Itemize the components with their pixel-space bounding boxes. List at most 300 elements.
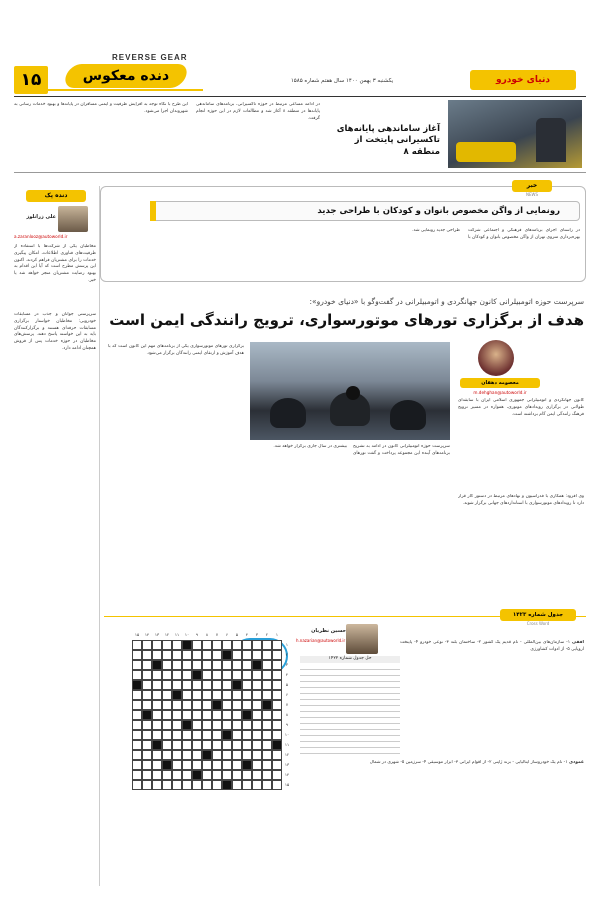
crossword-cell[interactable] bbox=[132, 670, 142, 680]
crossword-cell[interactable] bbox=[242, 710, 252, 720]
news-body: در راستای اجرای برنامه‌های فرهنگی و اجتماعی شرکت بهره‌برداری متروی تهران از واگن مخصوص بانوان و کودکان با طراحی جدید رونمایی شد. bbox=[412, 228, 580, 240]
crossword-cell[interactable] bbox=[242, 680, 252, 690]
crossword-cell[interactable] bbox=[252, 720, 262, 730]
crossword-cell[interactable] bbox=[202, 640, 212, 650]
crossword-cell[interactable] bbox=[202, 780, 212, 790]
crossword-cell[interactable] bbox=[182, 780, 192, 790]
crossword-cell[interactable] bbox=[252, 710, 262, 720]
crossword-cell[interactable] bbox=[252, 740, 262, 750]
author-photo bbox=[478, 340, 514, 376]
crossword-cell[interactable] bbox=[172, 760, 182, 770]
crossword-author: حسین نظریان bbox=[311, 628, 346, 634]
crossword-cell[interactable] bbox=[172, 670, 182, 680]
crossword-cell[interactable] bbox=[152, 700, 162, 710]
crossword-cell[interactable] bbox=[222, 730, 232, 740]
crossword-cell[interactable] bbox=[232, 680, 242, 690]
crossword-row-number: ۶ bbox=[285, 692, 289, 697]
clues-h-title: افقی bbox=[572, 640, 584, 645]
crossword-cell[interactable] bbox=[162, 640, 172, 650]
crossword-cell[interactable] bbox=[212, 690, 222, 700]
crossword-cell[interactable] bbox=[132, 730, 142, 740]
crossword-cell[interactable] bbox=[222, 770, 232, 780]
crossword-cell[interactable] bbox=[232, 700, 242, 710]
crossword-cell[interactable] bbox=[172, 660, 182, 670]
crossword-cell[interactable] bbox=[242, 720, 252, 730]
crossword-cell[interactable] bbox=[242, 760, 252, 770]
crossword-cell[interactable] bbox=[262, 640, 272, 650]
crossword-cell[interactable] bbox=[152, 730, 162, 740]
author-email: m.dehghan@autoworld.ir bbox=[473, 390, 527, 395]
crossword-cell[interactable] bbox=[132, 740, 142, 750]
columnist-name: علی زرانلوز bbox=[26, 214, 56, 220]
crossword-cell[interactable] bbox=[212, 740, 222, 750]
crossword-cell[interactable] bbox=[252, 660, 262, 670]
columnist-email: a.zaranlooz@autoworld.ir bbox=[14, 234, 68, 239]
crossword-cell[interactable] bbox=[272, 690, 282, 700]
crossword-cell[interactable] bbox=[162, 730, 172, 740]
crossword-cell[interactable] bbox=[212, 730, 222, 740]
crossword-cell[interactable] bbox=[262, 690, 272, 700]
date-line: یکشنبه ۳ بهمن ۱۴۰۰ سال هفتم شماره ۱۵۸۵ bbox=[290, 78, 394, 84]
crossword-cell[interactable] bbox=[192, 670, 202, 680]
page-number: ۱۵ bbox=[14, 66, 48, 94]
crossword-cell[interactable] bbox=[162, 770, 172, 780]
crossword-cell[interactable] bbox=[152, 640, 162, 650]
crossword-cell[interactable] bbox=[252, 640, 262, 650]
crossword-cell[interactable] bbox=[172, 640, 182, 650]
crossword-cell[interactable] bbox=[142, 680, 152, 690]
crossword-cell[interactable] bbox=[272, 730, 282, 740]
crossword-cell[interactable] bbox=[262, 680, 272, 690]
crossword-cell[interactable] bbox=[142, 660, 152, 670]
feature-body-4: وی افزود: همکاری با فدراسیون و نهادهای مرتبط در دستور کار قرار دارد تا رویدادهای موتورسواری با استانداردهای جهانی برگزار شوند. bbox=[458, 494, 584, 506]
crossword-col-number: ۸ bbox=[205, 632, 209, 637]
crossword-cell[interactable] bbox=[272, 750, 282, 760]
crossword-cell[interactable] bbox=[172, 720, 182, 730]
crossword-label-en: Cross Word bbox=[526, 621, 550, 626]
crossword-cell[interactable] bbox=[162, 750, 172, 760]
crossword-cell[interactable] bbox=[182, 690, 192, 700]
crossword-cell[interactable] bbox=[142, 770, 152, 780]
crossword-cell[interactable] bbox=[262, 660, 272, 670]
top-story-body-left: این طرح با نگاه توجه به افزایش ظرفیت و ایمنی مسافران در پایانه‌ها و بهبود خدمات رسانی به شهروندان اجرا می‌شود. bbox=[14, 102, 188, 114]
crossword-cell[interactable] bbox=[132, 710, 142, 720]
crossword-cell[interactable] bbox=[132, 760, 142, 770]
crossword-cell[interactable] bbox=[172, 780, 182, 790]
crossword-cell[interactable] bbox=[252, 670, 262, 680]
crossword-cell[interactable] bbox=[232, 660, 242, 670]
crossword-cell[interactable] bbox=[142, 700, 152, 710]
crossword-cell[interactable] bbox=[272, 780, 282, 790]
crossword-cell[interactable] bbox=[242, 770, 252, 780]
news-tag-en: NEWS bbox=[525, 192, 538, 197]
crossword-cell[interactable] bbox=[162, 670, 172, 680]
crossword-cell[interactable] bbox=[212, 720, 222, 730]
crossword-cell[interactable] bbox=[262, 710, 272, 720]
crossword-cell[interactable] bbox=[172, 740, 182, 750]
crossword-cell[interactable] bbox=[172, 770, 182, 780]
crossword-cell[interactable] bbox=[182, 740, 192, 750]
crossword-cell[interactable] bbox=[222, 780, 232, 790]
crossword-cell[interactable] bbox=[212, 750, 222, 760]
crossword-cell[interactable] bbox=[222, 670, 232, 680]
crossword-cell[interactable] bbox=[262, 780, 272, 790]
crossword-cell[interactable] bbox=[212, 660, 222, 670]
crossword-cell[interactable] bbox=[212, 710, 222, 720]
crossword-col-number: ۱۱ bbox=[174, 632, 180, 637]
crossword-cell[interactable] bbox=[152, 760, 162, 770]
crossword-cell[interactable] bbox=[222, 720, 232, 730]
crossword-cell[interactable] bbox=[232, 780, 242, 790]
crossword-cell[interactable] bbox=[252, 700, 262, 710]
crossword-cell[interactable] bbox=[252, 770, 262, 780]
crossword-cell[interactable] bbox=[192, 700, 202, 710]
newspaper-logo: دنیای خودرو bbox=[470, 70, 576, 90]
crossword-cell[interactable] bbox=[242, 670, 252, 680]
feature-body-4b bbox=[108, 494, 450, 610]
crossword-cell[interactable] bbox=[192, 690, 202, 700]
crossword-cell[interactable] bbox=[152, 670, 162, 680]
crossword-cell[interactable] bbox=[152, 740, 162, 750]
crossword-cell[interactable] bbox=[152, 750, 162, 760]
crossword-cell[interactable] bbox=[202, 690, 212, 700]
clues-vertical bbox=[300, 760, 584, 880]
crossword-cell[interactable] bbox=[142, 720, 152, 730]
crossword-col-number: ۲ bbox=[265, 632, 269, 637]
crossword-cell[interactable] bbox=[252, 780, 262, 790]
crossword-row-number: ۵ bbox=[285, 682, 289, 687]
crossword-cell[interactable] bbox=[142, 750, 152, 760]
news-title: رونمایی از واگن مخصوص بانوان و کودکان با طراحی جدید bbox=[317, 206, 560, 216]
crossword-cell[interactable] bbox=[232, 710, 242, 720]
crossword-row-number: ۱۰ bbox=[284, 732, 290, 737]
crossword-cell[interactable] bbox=[252, 690, 262, 700]
author-name: معصومه دهقان bbox=[460, 378, 540, 388]
feature-headline: هدف از برگزاری تورهای موتورسواری، ترویج رانندگی ایمن است bbox=[109, 311, 584, 329]
crossword-cell[interactable] bbox=[222, 690, 232, 700]
crossword-row-number: ۴ bbox=[285, 672, 289, 677]
crossword-cell[interactable] bbox=[272, 650, 282, 660]
crossword-cell[interactable] bbox=[162, 760, 172, 770]
crossword-cell[interactable] bbox=[182, 640, 192, 650]
taxi-photo bbox=[448, 100, 582, 168]
crossword-cell[interactable] bbox=[222, 650, 232, 660]
section-badge: دنده معکوس bbox=[62, 64, 190, 88]
crossword-cell[interactable] bbox=[212, 640, 222, 650]
left-column-body: سرپرستی جوانان و جذب در مسابقات خودرویی: مخاطبان خواستار برگزاری مسابقات حرفه‌ای هستند و برگزارکنندگان باید به این خواسته پاسخ دهند. پرسش‌های مخاطبان در حوزه خدمات پس از فروش همچنان ادامه دارد. bbox=[14, 312, 96, 352]
crossword-cell[interactable] bbox=[242, 740, 252, 750]
crossword-cell[interactable] bbox=[192, 730, 202, 740]
crossword-cell[interactable] bbox=[232, 650, 242, 660]
crossword-cell[interactable] bbox=[162, 780, 172, 790]
crossword-cell[interactable] bbox=[142, 780, 152, 790]
crossword-cell[interactable] bbox=[152, 660, 162, 670]
crossword-cell[interactable] bbox=[222, 660, 232, 670]
crossword-cell[interactable] bbox=[142, 740, 152, 750]
crossword-cell[interactable] bbox=[252, 680, 262, 690]
crossword-cell[interactable] bbox=[272, 760, 282, 770]
column-separator bbox=[99, 186, 100, 886]
crossword-cell[interactable] bbox=[262, 750, 272, 760]
crossword-cell[interactable] bbox=[262, 720, 272, 730]
crossword-cell[interactable] bbox=[152, 710, 162, 720]
crossword-cell[interactable] bbox=[162, 680, 172, 690]
solution-label: حل جدول شماره ۱۴۲۲ bbox=[300, 656, 400, 663]
crossword-cell[interactable] bbox=[132, 780, 142, 790]
crossword-cell[interactable] bbox=[272, 640, 282, 650]
crossword-cell[interactable] bbox=[232, 760, 242, 770]
crossword-col-number: ۱۵ bbox=[134, 632, 140, 637]
crossword-cell[interactable] bbox=[202, 700, 212, 710]
crossword-row-number: ۳ bbox=[285, 662, 289, 667]
crossword-cell[interactable] bbox=[212, 680, 222, 690]
crossword-cell[interactable] bbox=[192, 680, 202, 690]
clues-h-text: ۱- سازمان‌های بین‌المللی - نام قدیم یک کشور ۲- ساختمان بلند ۳- نوعی خودرو ۴- پایتخت اروپایی ۵- از ادوات کشاورزی bbox=[400, 640, 584, 652]
crossword-row-number: ۱۱ bbox=[284, 742, 290, 747]
crossword-cell[interactable] bbox=[152, 780, 162, 790]
news-tag: خبر bbox=[512, 180, 552, 192]
divider bbox=[14, 172, 586, 173]
crossword-col-number: ۹ bbox=[195, 632, 199, 637]
crossword-author-email: h.nazarian@autoworld.ir bbox=[296, 638, 346, 643]
crossword-cell[interactable] bbox=[142, 640, 152, 650]
crossword-cell[interactable] bbox=[202, 680, 212, 690]
crossword-cell[interactable] bbox=[132, 720, 142, 730]
crossword-cell[interactable] bbox=[152, 680, 162, 690]
crossword-cell[interactable] bbox=[132, 640, 142, 650]
feature-body-1: کانون جهانگردی و اتومبیلرانی جمهوری اسلامی ایران با سابقه‌ای طولانی در برگزاری رویدادهای موتوری، همواره در مسیر ترویج فرهنگ رانندگی ایمن گام برداشته است. bbox=[458, 398, 584, 417]
feature-body-3: سرپرست حوزه اتومبیلرانی کانون در ادامه به تشریح برنامه‌های آینده این مجموعه پرداخت و گفت تورهای بیشتری در سال جاری برگزار خواهد شد. bbox=[273, 444, 450, 456]
clues-horizontal bbox=[400, 640, 584, 726]
crossword-col-number: ۷ bbox=[215, 632, 219, 637]
crossword-cell[interactable] bbox=[232, 640, 242, 650]
crossword-cell[interactable] bbox=[212, 770, 222, 780]
crossword-cell[interactable] bbox=[202, 730, 212, 740]
crossword-cell[interactable] bbox=[222, 750, 232, 760]
crossword-cell[interactable] bbox=[132, 690, 142, 700]
crossword-cell[interactable] bbox=[242, 690, 252, 700]
crossword-cell[interactable] bbox=[132, 680, 142, 690]
crossword-col-number: ۱۲ bbox=[164, 632, 170, 637]
crossword-cell[interactable] bbox=[272, 720, 282, 730]
crossword-cell[interactable] bbox=[132, 750, 142, 760]
crossword-row-number: ۱ bbox=[285, 642, 289, 647]
crossword-cell[interactable] bbox=[132, 650, 142, 660]
crossword-cell[interactable] bbox=[192, 750, 202, 760]
clues-v-text: ۱- نام یک خودروساز ایتالیایی - برند ژاپنی ۲- از اقوام ایرانی ۳- ابزار موسیقی ۴- سرزمین ۵- شهری در شمال bbox=[369, 760, 568, 765]
crossword-cell[interactable] bbox=[232, 750, 242, 760]
crossword-cell[interactable] bbox=[222, 740, 232, 750]
crossword-cell[interactable] bbox=[262, 760, 272, 770]
crossword-cell[interactable] bbox=[202, 660, 212, 670]
crossword-cell[interactable] bbox=[172, 730, 182, 740]
crossword-row-number: ۱۵ bbox=[284, 782, 290, 787]
crossword-cell[interactable] bbox=[202, 710, 212, 720]
crossword-cell[interactable] bbox=[172, 750, 182, 760]
crossword-label: جدول شماره ۱۴۲۳ bbox=[500, 609, 576, 621]
crossword-cell[interactable] bbox=[172, 680, 182, 690]
crossword-cell[interactable] bbox=[182, 770, 192, 780]
crossword-cell[interactable] bbox=[232, 730, 242, 740]
crossword-cell[interactable] bbox=[172, 710, 182, 720]
crossword-cell[interactable] bbox=[142, 710, 152, 720]
crossword-cell[interactable] bbox=[262, 730, 272, 740]
crossword-cell[interactable] bbox=[232, 740, 242, 750]
crossword-cell[interactable] bbox=[192, 780, 202, 790]
crossword-col-number: ۵ bbox=[235, 632, 239, 637]
crossword-cell[interactable] bbox=[182, 720, 192, 730]
crossword-cell[interactable] bbox=[192, 740, 202, 750]
solution-grid bbox=[300, 664, 400, 754]
crossword-cell[interactable] bbox=[272, 700, 282, 710]
crossword-cell[interactable] bbox=[182, 670, 192, 680]
crossword-cell[interactable] bbox=[192, 650, 202, 660]
crossword-row-number: ۱۲ bbox=[284, 752, 290, 757]
crossword-cell[interactable] bbox=[182, 750, 192, 760]
clues-v-title: عمودی bbox=[569, 760, 584, 765]
crossword-cell[interactable] bbox=[252, 750, 262, 760]
feature-body-2: برگزاری تورهای موتورسواری یکی از برنامه‌های مهم این کانون است که با هدف آموزش و ارتقای ایمنی رانندگان برگزار می‌شود. bbox=[108, 344, 244, 356]
crossword-cell[interactable] bbox=[252, 650, 262, 660]
crossword-cell[interactable] bbox=[242, 730, 252, 740]
crossword-col-number: ۶ bbox=[225, 632, 229, 637]
crossword-cell[interactable] bbox=[242, 650, 252, 660]
crossword-cell[interactable] bbox=[242, 640, 252, 650]
crossword-cell[interactable] bbox=[272, 680, 282, 690]
crossword-cell[interactable] bbox=[232, 690, 242, 700]
crossword-cell[interactable] bbox=[202, 770, 212, 780]
crossword-cell[interactable] bbox=[262, 650, 272, 660]
crossword-cell[interactable] bbox=[162, 650, 172, 660]
crossword-cell[interactable] bbox=[182, 650, 192, 660]
crossword-cell[interactable] bbox=[222, 760, 232, 770]
crossword-cell[interactable] bbox=[222, 640, 232, 650]
crossword-col-number: ۱۳ bbox=[154, 632, 160, 637]
news-accent bbox=[150, 201, 156, 221]
crossword-cell[interactable] bbox=[182, 710, 192, 720]
crossword-cell[interactable] bbox=[152, 720, 162, 730]
crossword-cell[interactable] bbox=[272, 770, 282, 780]
crossword-cell[interactable] bbox=[192, 660, 202, 670]
crossword-cell[interactable] bbox=[162, 720, 172, 730]
crossword-cell[interactable] bbox=[242, 750, 252, 760]
crossword-cell[interactable] bbox=[172, 650, 182, 660]
crossword-cell[interactable] bbox=[272, 670, 282, 680]
crossword-cell[interactable] bbox=[222, 700, 232, 710]
crossword-cell[interactable] bbox=[162, 660, 172, 670]
columnist-body: مخاطبان یکی از شرکت‌ها با استفاده از ظرفیت‌های فناوری اطلاعات، امکان پیگیری خدمات را برای مشتریان فراهم کردند. اکنون این پرسش مطرح است که آیا این اقدام به بهبود رضایت مشتریان منجر خواهد شد یا خیر. bbox=[14, 244, 96, 284]
crossword-cell[interactable] bbox=[172, 700, 182, 710]
crossword-cell[interactable] bbox=[202, 760, 212, 770]
crossword-col-number: ۱۰ bbox=[184, 632, 190, 637]
crossword-row-number: ۷ bbox=[285, 702, 289, 707]
crossword-cell[interactable] bbox=[202, 670, 212, 680]
crossword-cell[interactable] bbox=[192, 770, 202, 780]
header-divider bbox=[14, 96, 586, 97]
crossword-cell[interactable] bbox=[132, 770, 142, 780]
crossword-cell[interactable] bbox=[192, 760, 202, 770]
crossword-cell[interactable] bbox=[262, 770, 272, 780]
crossword-cell[interactable] bbox=[172, 690, 182, 700]
crossword-cell[interactable] bbox=[252, 730, 262, 740]
crossword-cell[interactable] bbox=[142, 650, 152, 660]
crossword-col-number: ۱ bbox=[275, 632, 279, 637]
crossword-cell[interactable] bbox=[132, 660, 142, 670]
columnist-section: دنده پک bbox=[26, 190, 86, 202]
crossword-col-number: ۳ bbox=[255, 632, 259, 637]
crossword-cell[interactable] bbox=[232, 720, 242, 730]
crossword-cell[interactable] bbox=[212, 700, 222, 710]
crossword-cell[interactable] bbox=[222, 680, 232, 690]
crossword-cell[interactable] bbox=[152, 650, 162, 660]
crossword-cell[interactable] bbox=[182, 730, 192, 740]
crossword-cell[interactable] bbox=[152, 770, 162, 780]
crossword-cell[interactable] bbox=[202, 750, 212, 760]
crossword-cell[interactable] bbox=[262, 740, 272, 750]
crossword-cell[interactable] bbox=[162, 740, 172, 750]
crossword-row-number: ۱۳ bbox=[284, 762, 290, 767]
crossword-cell[interactable] bbox=[192, 640, 202, 650]
crossword-cell[interactable] bbox=[242, 700, 252, 710]
crossword-cell[interactable] bbox=[202, 720, 212, 730]
feature-kicker: سرپرست حوزه اتومبیلرانی کانون جهانگردی و اتومبیلرانی در گفت‌وگو با «دنیای خودرو»: bbox=[309, 297, 584, 306]
crossword-col-number: ۱۴ bbox=[144, 632, 150, 637]
crossword-cell[interactable] bbox=[152, 690, 162, 700]
header-rule bbox=[48, 89, 203, 91]
crossword-cell[interactable] bbox=[212, 650, 222, 660]
crossword-cell[interactable] bbox=[182, 680, 192, 690]
crossword-cell[interactable] bbox=[252, 760, 262, 770]
crossword-cell[interactable] bbox=[162, 710, 172, 720]
crossword-cell[interactable] bbox=[212, 780, 222, 790]
crossword-cell[interactable] bbox=[132, 700, 142, 710]
motorcycle-photo bbox=[250, 342, 450, 440]
crossword-cell[interactable] bbox=[142, 730, 152, 740]
crossword-cell[interactable] bbox=[222, 710, 232, 720]
crossword-cell[interactable] bbox=[242, 660, 252, 670]
crossword-cell[interactable] bbox=[142, 690, 152, 700]
crossword-cell[interactable] bbox=[162, 700, 172, 710]
crossword-cell[interactable] bbox=[162, 690, 172, 700]
crossword-cell[interactable] bbox=[232, 670, 242, 680]
crossword-cell[interactable] bbox=[142, 670, 152, 680]
crossword-cell[interactable] bbox=[202, 650, 212, 660]
crossword-row-number: ۱۴ bbox=[284, 772, 290, 777]
top-story-title: آغاز ساماندهی پایانه‌های تاکسیرانی پایتخت از منطقه ۸ bbox=[336, 124, 440, 157]
crossword-cell[interactable] bbox=[272, 740, 282, 750]
crossword-cell[interactable] bbox=[182, 760, 192, 770]
crossword-cell[interactable] bbox=[202, 740, 212, 750]
crossword-row-number: ۹ bbox=[285, 722, 289, 727]
crossword-cell[interactable] bbox=[272, 660, 282, 670]
crossword-cell[interactable] bbox=[272, 710, 282, 720]
crossword-cell[interactable] bbox=[242, 780, 252, 790]
crossword-cell[interactable] bbox=[262, 700, 272, 710]
crossword-cell[interactable] bbox=[142, 760, 152, 770]
crossword-cell[interactable] bbox=[182, 660, 192, 670]
columnist-avatar bbox=[58, 206, 88, 232]
crossword-cell[interactable] bbox=[192, 720, 202, 730]
crossword-cell[interactable] bbox=[232, 770, 242, 780]
crossword-row-number: ۲ bbox=[285, 652, 289, 657]
crossword-cell[interactable] bbox=[182, 700, 192, 710]
crossword-cell[interactable] bbox=[212, 760, 222, 770]
crossword-cell[interactable] bbox=[212, 670, 222, 680]
crossword-cell[interactable] bbox=[262, 670, 272, 680]
crossword-cell[interactable] bbox=[192, 710, 202, 720]
crossword-col-number: ۴ bbox=[245, 632, 249, 637]
section-tagline: REVERSE GEAR bbox=[112, 53, 188, 62]
